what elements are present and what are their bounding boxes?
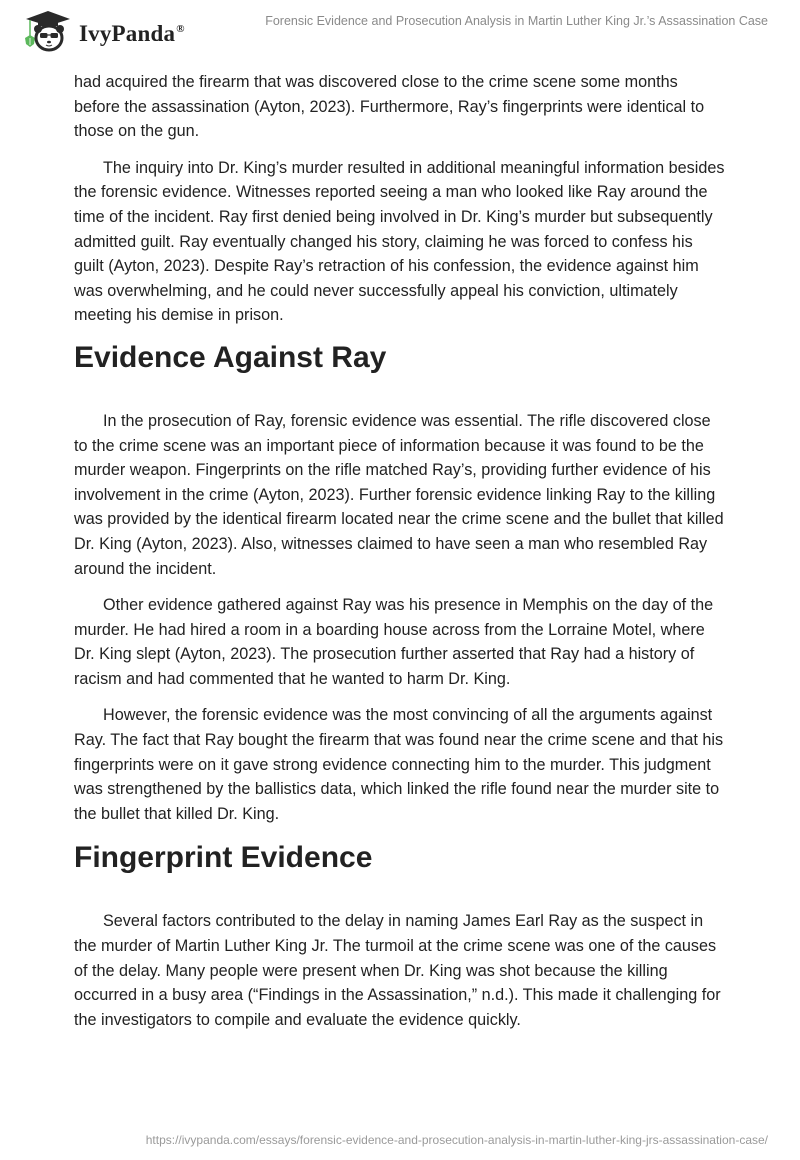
essay-body xyxy=(74,70,726,1044)
paragraph-continued: had acquired the firearm that was discovered close to the crime scene some months before the assassination (Ayton, 2023). Furthermore, Ray’s fingerprints were identical to those on the gun. xyxy=(74,73,705,141)
page-header xyxy=(0,0,800,60)
document-title: Forensic Evidence and Prosecution Analysis in Martin Luther King Jr.’s Assassination Case xyxy=(265,14,768,28)
registered-mark: ® xyxy=(176,23,185,36)
paragraph-prosecution: In the prosecution of Ray, forensic evidence was essential. The rifle discovered close to the crime scene was an important piece of information because it was found to be the murder weapon. Fingerprints on the rifle matched Ray’s, providing further evidence of his involvement in the crime (Ayton, 2023). Further forensic evidence linking Ray to the killing was provided by the identical firearm located near the crime scene and the bullet that killed Dr. King (Ayton, 2023). Also, witnesses claimed to have seen a man who resembled Ray around the incident. xyxy=(74,411,724,578)
paragraph-delay-factors: Several factors contributed to the delay in naming James Earl Ray as the suspect in the murder of Martin Luther King Jr. The turmoil at the crime scene was one of the causes of the delay. Many people were present when Dr. King was shot because the killing occurred in a busy area (“Findings in the Assassination,” n.d.). This made it challenging for the investigators to compile and evaluate the evidence quickly. xyxy=(74,912,721,1029)
source-url-link[interactable]: https://ivypanda.com/essays/forensic-evidence-and-prosecution-analysis-in-martin-luther-king-jrs-assassination-case/ xyxy=(145,1133,768,1147)
paragraph-inquiry: The inquiry into Dr. King’s murder resulted in additional meaningful information besides the forensic evidence. Witnesses reported seeing a man who looked like Ray around the time of the incident. Ray first denied being involved in Dr. King’s murder but subsequently admitted guilt. Ray eventually changed his story, claiming he was forced to confess his guilt (Ayton, 2023). Despite Ray’s retraction of his confession, the evidence against him was overwhelming, and he could never successfully appeal his conviction, ultimately meeting his demise in prison. xyxy=(74,158,725,325)
heading-fingerprint-evidence: Fingerprint Evidence xyxy=(74,841,373,875)
panda-graduate-icon xyxy=(18,8,74,54)
paragraph-forensic-convincing: However, the forensic evidence was the most convincing of all the arguments against Ray. The fact that Ray bought the firearm that was found near the crime scene and that his fingerprints were on it gave strong evidence connecting him to the murder. This judgment was strengthened by the ballistics data, which linked the rifle found near the murder site to the bullet that killed Dr. King. xyxy=(74,706,724,823)
paragraph-other-evidence: Other evidence gathered against Ray was his presence in Memphis on the day of the murder. He had hired a room in a boarding house across from the Lorraine Motel, where Dr. King slept (Ayton, 2023). The prosecution further asserted that Ray had a history of racism and had commented that he wanted to harm Dr. King. xyxy=(74,596,714,688)
heading-evidence-against-ray: Evidence Against Ray xyxy=(74,340,387,374)
logo-wordmark: IvyPanda® xyxy=(79,21,185,46)
ivypanda-logo[interactable] xyxy=(18,8,185,54)
